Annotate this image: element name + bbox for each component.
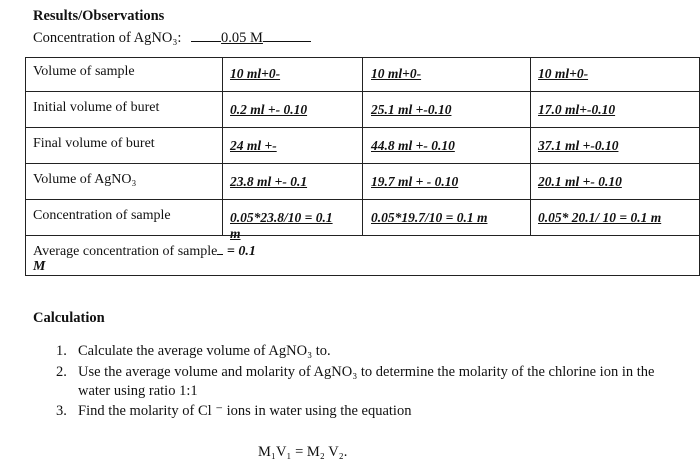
row-label-volume-agno3: Volume of AgNO₃	[33, 172, 137, 187]
cell-r1-c3: 10 ml+0-	[538, 66, 589, 81]
average-blank	[217, 242, 223, 255]
concentration-blank-right	[263, 29, 311, 42]
calculation-heading: Calculation	[33, 310, 105, 326]
concentration-line	[33, 29, 311, 47]
average-label: Average concentration of sample	[33, 244, 218, 259]
calc-item-text: Find the molarity of Cl ⁻ ions in water using the equation	[78, 403, 412, 419]
calc-item-1	[56, 343, 331, 360]
cell-r4-c3: 20.1 ml +- 0.10	[538, 174, 622, 189]
cell-r3-c2: 44.8 ml +- 0.10	[371, 138, 455, 153]
cell-r1-c2: 10 ml+0-	[371, 66, 422, 81]
calc-item-3	[56, 403, 412, 420]
calc-item-num: 3.	[56, 403, 67, 419]
cell-r5-c2: 0.05*19.7/10 = 0.1 m	[371, 210, 488, 225]
calc-item-text: Calculate the average volume of AgNO₃ to.	[78, 343, 331, 359]
cell-r2-c2: 25.1 ml +-0.10	[371, 102, 452, 117]
cell-r5-c1: 0.05*23.8/10 = 0.1	[230, 210, 333, 225]
cell-r5-c1-wrap: m	[230, 226, 241, 241]
concentration-label: Concentration of AgNO₃:	[33, 30, 182, 46]
col-divider	[362, 58, 363, 236]
cell-r5-c3: 0.05* 20.1/ 10 = 0.1 m	[538, 210, 662, 225]
row-label-initial-buret: Initial volume of buret	[33, 100, 160, 115]
concentration-value: 0.05 M	[221, 30, 263, 46]
average-value: = 0.1	[226, 244, 256, 259]
results-heading: Results/Observations	[33, 8, 165, 24]
calc-item-2	[56, 364, 655, 381]
row-label-volume-sample: Volume of sample	[33, 64, 135, 79]
calc-item-text: Use the average volume and molarity of AgNO₃ to determine the molarity of the chlorine ion in the	[78, 364, 655, 380]
col-divider	[530, 58, 531, 236]
average-row	[33, 242, 256, 260]
cell-r4-c2: 19.7 ml + - 0.10	[371, 174, 459, 189]
row-label-final-buret: Final volume of buret	[33, 136, 155, 151]
equation: M₁V₁ = M₂ V₂.	[258, 444, 348, 460]
cell-r2-c1: 0.2 ml +- 0.10	[230, 102, 308, 117]
cell-r1-c1: 10 ml+0-	[230, 66, 281, 81]
calc-item-num: 1.	[56, 343, 67, 359]
calc-item-2-cont: water using ratio 1:1	[78, 383, 198, 399]
results-table	[25, 57, 700, 276]
cell-r3-c1: 24 ml +-	[230, 138, 277, 153]
row-label-concentration: Concentration of sample	[33, 208, 171, 223]
col-divider	[222, 58, 223, 236]
cell-r3-c3: 37.1 ml +-0.10	[538, 138, 619, 153]
average-unit: M	[33, 259, 46, 274]
cell-r2-c3: 17.0 ml+-0.10	[538, 102, 616, 117]
concentration-blank-left	[191, 29, 221, 42]
cell-r4-c1: 23.8 ml +- 0.1	[230, 174, 308, 189]
calc-item-num: 2.	[56, 364, 67, 380]
